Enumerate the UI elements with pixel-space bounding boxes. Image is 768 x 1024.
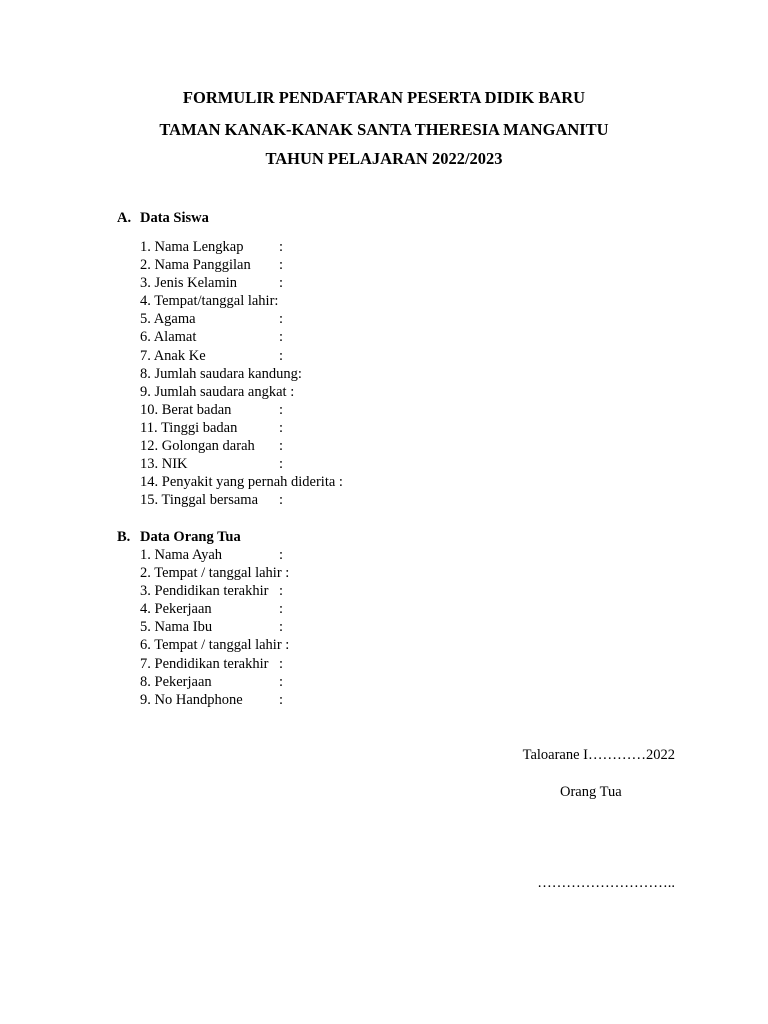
school-name: TAMAN KANAK-KANAK SANTA THERESIA MANGANITU xyxy=(159,120,609,139)
field-label: 1. Nama Lengkap xyxy=(140,239,244,255)
section-a-title: Data Siswa xyxy=(140,210,209,226)
field-label: 7. Anak Ke xyxy=(140,347,206,364)
form-title: FORMULIR PENDAFTARAN PESERTA DIDIK BARU xyxy=(182,88,586,107)
section-b-letter: B. xyxy=(117,529,131,545)
field-label: 9. Jumlah saudara angkat : xyxy=(140,383,295,400)
field-colon: : xyxy=(279,456,284,473)
field-label: 2. Tempat / tanggal lahir : xyxy=(140,565,290,582)
field-label: 8. Jumlah saudara kandung: xyxy=(140,365,302,382)
field-colon: : xyxy=(279,401,284,418)
field-colon: : xyxy=(279,601,284,618)
field-colon: : xyxy=(279,619,284,636)
field-colon: : xyxy=(279,239,284,255)
field-label: 5. Agama xyxy=(140,311,196,328)
section-a-heading xyxy=(117,209,209,227)
field-label: 12. Golongan darah xyxy=(140,438,255,455)
section-b-heading xyxy=(117,528,241,546)
field-label: 10. Berat badan xyxy=(140,401,232,418)
place-date: Taloarane I…………2022 xyxy=(522,747,675,763)
field-label: 6. Alamat xyxy=(140,329,197,346)
signature-title: Orang Tua xyxy=(560,784,622,800)
field-colon: : xyxy=(279,419,284,436)
field-label: 4. Pekerjaan xyxy=(140,601,212,618)
field-colon: : xyxy=(279,329,284,346)
field-label: 1. Nama Ayah xyxy=(140,547,223,563)
section-a-letter: A. xyxy=(117,210,132,226)
field-label: 4. Tempat/tanggal lahir: xyxy=(140,293,279,310)
field-colon: : xyxy=(279,257,284,274)
section-b-title: Data Orang Tua xyxy=(140,529,241,545)
field-label: 8. Pekerjaan xyxy=(140,673,212,690)
field-label: 14. Penyakit yang pernah diderita : xyxy=(140,474,343,491)
field-colon: : xyxy=(279,438,284,455)
field-colon: : xyxy=(279,311,284,328)
field-label: 5. Nama Ibu xyxy=(140,619,213,636)
field-label: 6. Tempat / tanggal lahir : xyxy=(140,637,290,654)
field-colon: : xyxy=(279,583,284,600)
field-colon: : xyxy=(279,691,284,708)
signature-line: ……………………….. xyxy=(537,875,675,891)
field-colon: : xyxy=(279,547,284,563)
field-label: 9. No Handphone xyxy=(140,691,243,708)
field-colon: : xyxy=(279,655,284,672)
field-colon: : xyxy=(279,275,284,292)
field-label: 11. Tinggi badan xyxy=(140,419,238,436)
field-label: 13. NIK xyxy=(140,456,188,473)
field-colon: : xyxy=(279,673,284,690)
field-colon: : xyxy=(279,492,284,509)
academic-year: TAHUN PELAJARAN 2022/2023 xyxy=(265,149,503,168)
field-label: 3. Pendidikan terakhir xyxy=(140,583,269,600)
field-label: 15. Tinggal bersama xyxy=(140,492,259,509)
field-label: 3. Jenis Kelamin xyxy=(140,275,238,292)
field-label: 7. Pendidikan terakhir xyxy=(140,655,269,672)
field-colon: : xyxy=(279,347,284,364)
field-label: 2. Nama Panggilan xyxy=(140,257,251,274)
